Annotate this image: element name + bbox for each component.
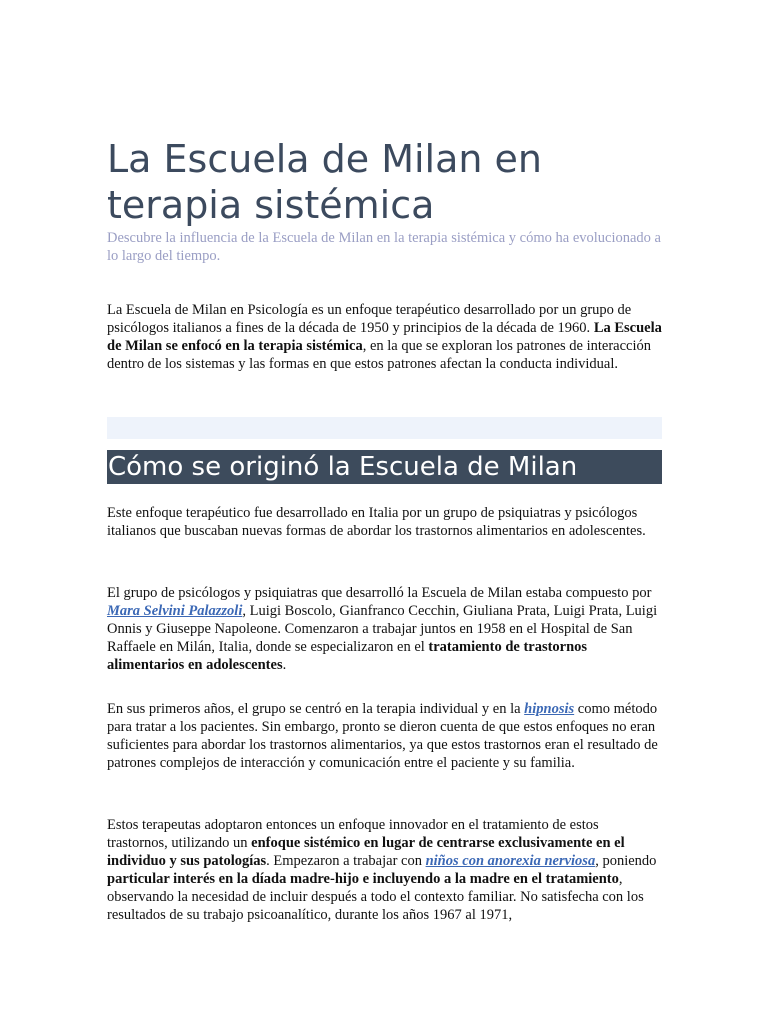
paragraph-text: , observando la necesidad de incluir después a todo el contexto familiar. No satisfecha con los resultados de su trabajo psicoanalítico, durante los años 1967 al 1971, bbox=[107, 871, 644, 923]
link-ninos-anorexia-nerviosa[interactable]: niños con anorexia nerviosa bbox=[425, 853, 596, 869]
shaded-divider bbox=[107, 417, 662, 439]
intro-text-end: , en la que se exploran los patrones de interacción dentro de los sistemas y las formas en que estos patrones afectan la conducta individual. bbox=[107, 338, 651, 372]
paragraph-text: . Empezaron a trabajar con bbox=[266, 853, 426, 869]
paragraph-bold-text: particular interés en la díada madre-hijo e incluyendo a la madre en el tratamiento bbox=[107, 871, 619, 887]
intro-text: La Escuela de Milan en Psicología es un enfoque terapéutico desarrollado por un grupo de psicólogos italianos a fines de la década de 1950 y principios de la década de 1960. bbox=[107, 302, 632, 336]
link-hipnosis[interactable]: hipnosis bbox=[524, 701, 575, 717]
paragraph-text: Este enfoque terapéutico fue desarrollado en Italia por un grupo de psiquiatras y psicólogos italianos que buscaban nuevas formas de abordar los trastornos alimentarios en adolescentes. bbox=[107, 505, 646, 539]
paragraph-early-years bbox=[107, 700, 663, 772]
link-mara-selvini-palazzoli[interactable]: Mara Selvini Palazzoli bbox=[107, 603, 243, 619]
paragraph-origin bbox=[107, 504, 663, 540]
paragraph-text: , poniendo bbox=[595, 853, 657, 869]
section-heading: Cómo se originó la Escuela de Milan bbox=[107, 450, 662, 484]
paragraph-systemic-approach bbox=[107, 816, 663, 924]
paragraph-bold-text: tratamiento de trastornos alimentarios en adolescentes bbox=[107, 639, 588, 673]
paragraph-text: El grupo de psicólogos y psiquiatras que desarrolló la Escuela de Milan estaba compuesto por bbox=[107, 585, 652, 601]
paragraph-text: En sus primeros años, el grupo se centró en la terapia individual y en la bbox=[107, 701, 525, 717]
paragraph-bold-text: enfoque sistémico en lugar de centrarse exclusivamente en el individuo y sus patologías bbox=[107, 835, 625, 869]
intro-bold-text: La Escuela de Milan se enfocó en la terapia sistémica bbox=[107, 320, 662, 354]
paragraph-text: . bbox=[282, 657, 287, 673]
document-subtitle: Descubre la influencia de la Escuela de Milan en la terapia sistémica y cómo ha evolucionado a lo largo del tiempo. bbox=[107, 230, 661, 264]
intro-paragraph bbox=[107, 301, 663, 373]
paragraph-members bbox=[107, 584, 663, 674]
paragraph-text: Estos terapeutas adoptaron entonces un enfoque innovador en el tratamiento de estos trastornos, utilizando un bbox=[107, 817, 599, 851]
paragraph-text: como método para tratar a los pacientes. Sin embargo, pronto se dieron cuenta de que estos enfoques no eran suficientes para abordar los trastornos alimentarios, ya que estos trastornos eran el resultado de patrones complejos de interacción y comunicación entre el paciente y su familia. bbox=[107, 701, 658, 771]
paragraph-text: , Luigi Boscolo, Gianfranco Cecchin, Giuliana Prata, Luigi Prata, Luigi Onnis y Giuseppe Napoleone. Comenzaron a trabajar juntos en 1958 en el Hospital de San Raffaele en Milán, Italia, donde se especializaron en el bbox=[107, 603, 658, 655]
document-title: La Escuela de Milan en terapia sistémica bbox=[107, 137, 543, 227]
